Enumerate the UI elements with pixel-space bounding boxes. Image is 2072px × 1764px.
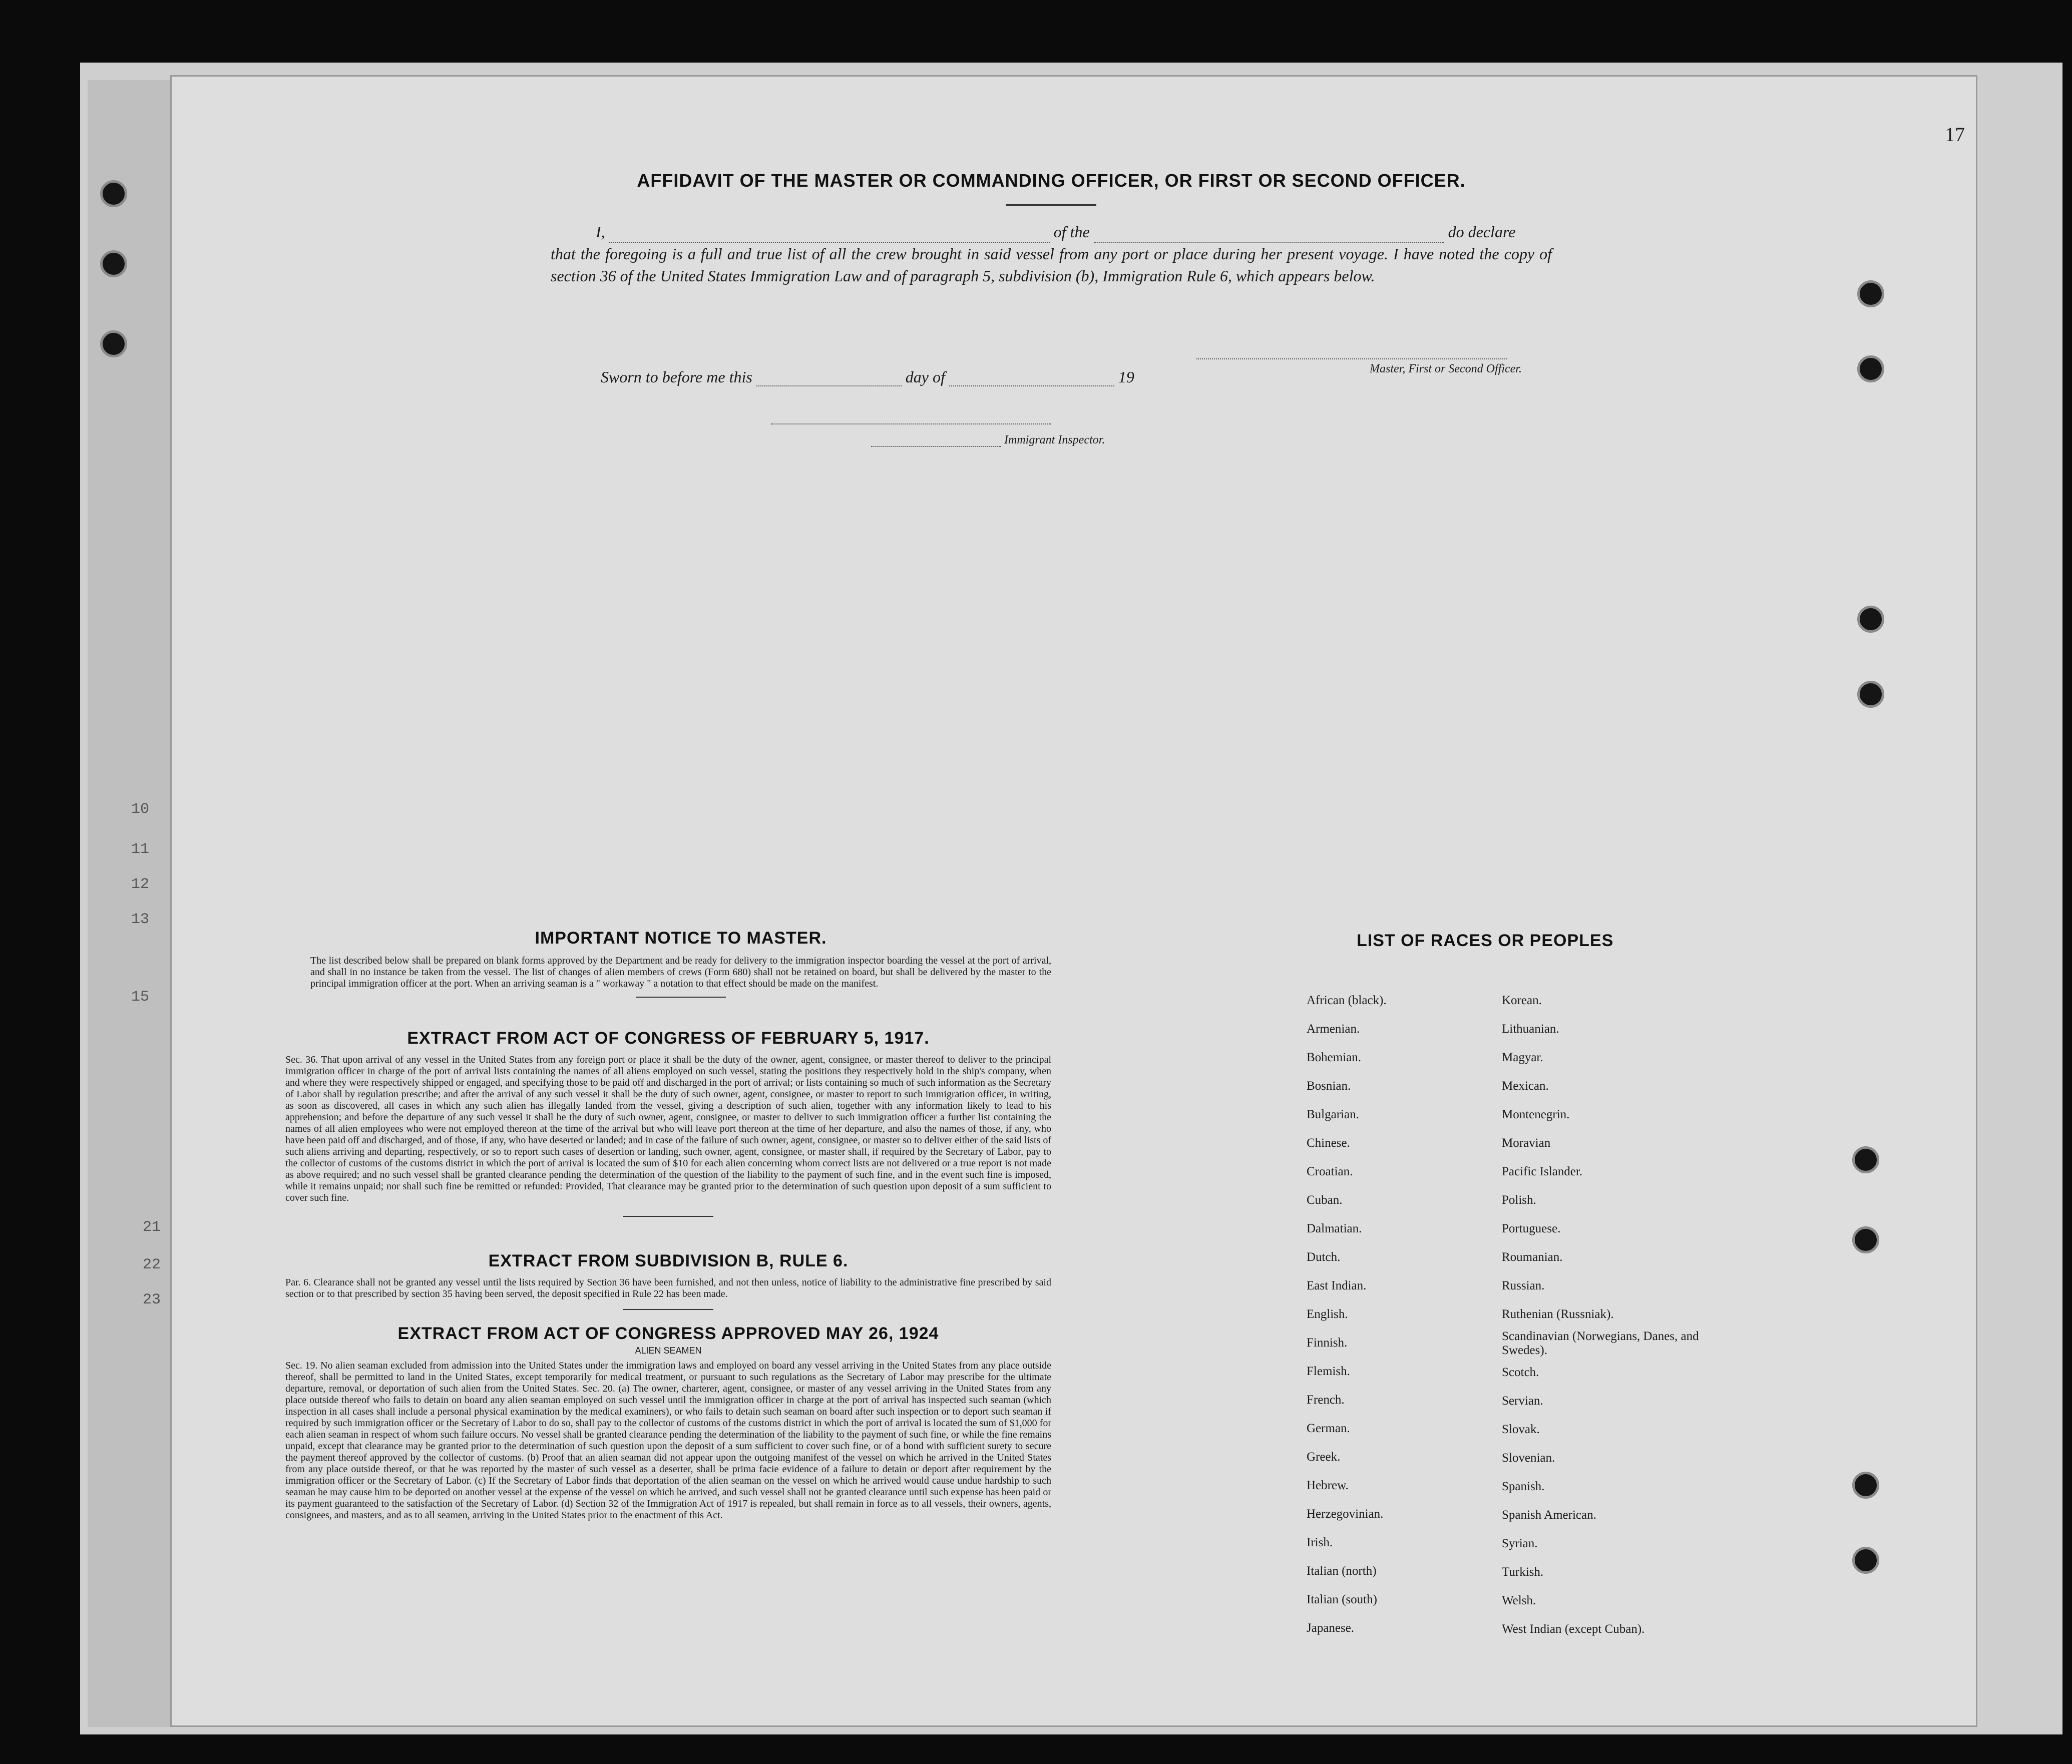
i-label: I, — [596, 223, 605, 241]
inspector-line-1[interactable] — [771, 423, 1051, 424]
extract-rule6-title: EXTRACT FROM SUBDIVISION B, RULE 6. — [488, 1251, 849, 1270]
race-item: Herzegovinian. — [1307, 1507, 1384, 1521]
race-item: Welsh. — [1502, 1594, 1536, 1607]
extract-1924-section — [285, 1324, 1051, 1521]
race-item: Russian. — [1502, 1279, 1545, 1292]
race-item: Italian (north) — [1307, 1564, 1377, 1578]
race-item: Bulgarian. — [1307, 1108, 1359, 1121]
race-item: Cuban. — [1307, 1193, 1343, 1207]
race-item: Armenian. — [1307, 1022, 1360, 1036]
race-item: German. — [1307, 1422, 1350, 1435]
extract-1917-title: EXTRACT FROM ACT OF CONGRESS OF FEBRUARY 5, 1917. — [407, 1029, 930, 1048]
races-title: LIST OF RACES OR PEOPLES — [1357, 931, 1614, 950]
race-item: Korean. — [1502, 994, 1542, 1007]
race-item: French. — [1307, 1393, 1345, 1407]
extract-rule6-body: Par. 6. Clearance shall not be granted any vessel until the lists required by Section 36 have been furnished, and not then unless, notice of liability to the administrative fine prescribed by said section or to that prescribed by section 35 having been served, the deposit specified in Rule 22 has been made. — [285, 1277, 1051, 1299]
day-of-label: day of — [905, 368, 945, 386]
race-item: Hebrew. — [1307, 1479, 1349, 1492]
race-item: Polish. — [1502, 1193, 1536, 1207]
race-item: Spanish. — [1502, 1480, 1545, 1493]
binding-hole — [1852, 1226, 1879, 1253]
binding-hole — [1857, 355, 1884, 382]
race-item: Greek. — [1307, 1450, 1341, 1464]
extract-1917-body: Sec. 36. That upon arrival of any vessel in the United States from any foreign port or place it shall be the duty of the owner, agent, consignee, or master thereof to deliver to the principal immigration officer in charge of the port of arrival lists containing the names of all aliens employed on such vessel, stating the positions they respectively hold in the ship's company, when and where they were respectively shipped or engaged, and specifying those to be paid off and discharged in the port of arrival; or lists containing so much of such information as the Secretary of Labor shall by regulation prescribe; and after the arrival of any such vessel it shall be the duty of such owner, agent, consignee, or master to report to such immigration officer, in writing, as soon as discovered, all cases in which any such alien has illegally landed from the vessel, giving a description of such alien, together with any information likely to lead to his apprehension; and before the departure of any such vessel it shall be the duty of such owner, agent, consignee, or master to deliver to such immigration officer a further list containing the names of all alien employees who were not employed thereon at the time of the arrival but who will leave port thereon at the time of her departure, and also the names of those, if any, who have been paid off and discharged, and of those, if any, who have deserted or landed; and in case of the failure of such owner, agent, consignee, or master so to deliver either of the said lists of such aliens arriving and departing, respectively, or so to report such cases of desertion or landing, such owner, agent, consignee, or master shall, if required by the Secretary of Labor, pay to the collector of customs of the customs district in which the port of arrival is located the sum of $10 for each alien concerning whom correct lists are not delivered or a true report is not made as above required; and no such vessel shall be granted clearance pending the determination of the question of the liability to the payment of such fine, and in the event such fine is imposed, while it remains unpaid; nor shall such fine be remitted or refunded: Provided, That clearance may be granted prior to the determination of such question upon deposit of a sum sufficient to cover such fine. — [285, 1054, 1051, 1203]
race-item: Ruthenian (Russniak). — [1502, 1307, 1614, 1321]
master-signature — [1196, 350, 1522, 376]
master-label: Master, First or Second Officer. — [1370, 362, 1522, 375]
extract-1917-section — [285, 1029, 1051, 1217]
divider — [1006, 204, 1096, 206]
race-item: Dalmatian. — [1307, 1222, 1362, 1235]
race-item: Magyar. — [1502, 1051, 1543, 1064]
affidavit-section — [551, 170, 1552, 287]
binding-hole — [1852, 1472, 1879, 1499]
race-item: English. — [1307, 1307, 1348, 1321]
inspector-field[interactable] — [871, 446, 1001, 447]
sworn-line — [601, 368, 1134, 386]
affidavit-declaration — [551, 221, 1552, 287]
inspector-label: Immigrant Inspector. — [1004, 433, 1105, 447]
extract-1924-body: Sec. 19. No alien seaman excluded from admission into the United States under the immigration laws and employed on board any vessel arriving in the United States from any place outside thereof, shall be permitted to land in the United States, except temporarily for medical treatment, or pursuant to such regulations as the Secretary of Labor may prescribe for the ultimate departure, removal, or deportation of such alien from the United States. Sec. 20. (a) The owner, charterer, agent, consignee, or master of any vessel arriving in the United States from any place outside thereof who fails to detain on board any alien seaman employed on such vessel until the immigration officer in charge at the port of arrival has inspected such seaman (which inspection in all cases shall include a personal physical examination by the medical examiners), or who fails to detain such seaman on board after such inspection or to deport such seaman if required by such immigration officer or the Secretary of Labor to do so, shall pay to the collector of customs of the customs district in which the port of arrival is located the sum of $1,000 for each alien seaman in respect of whom such failure occurs. No vessel shall be granted clearance pending the determination of the liability to the payment of such fine, or while the fine remains unpaid, except that clearance may be granted prior to the determination of such question upon the deposit of a sum sufficient to cover such fine, or of a bond with sufficient surety to secure the payment thereof approved by the collector of customs. (b) Proof that an alien seaman did not appear upon the outgoing manifest of the vessel on which he arrived in the United States from any place outside thereof, or that he was reported by the master of such vessel as a deserter, shall be prima facie evidence of a failure to detain or deport after requirement by the immigration officer or the Secretary of Labor. (c) If the Secretary of Labor finds that deportation of the alien seaman on the vessel on which he arrived would cause undue hardship to such seaman he may cause him to be deported on another vessel at the expense of the vessel on which he arrived, and such vessel shall not be granted clearance until such expense has been paid or its payment guaranteed to the satisfaction of the Secretary of Labor. (d) Section 32 of the Immigration Act of 1917 is repealed, but shall remain in force as to all vessels, their owners, agents, consignees, and masters, and as to all seamen, arriving in the United States prior to the enactment of this Act. — [285, 1360, 1051, 1521]
margin-number: 15 — [131, 989, 150, 1006]
race-item: East Indian. — [1307, 1279, 1367, 1292]
of-the-label: of the — [1053, 223, 1090, 241]
race-item: Chinese. — [1307, 1136, 1350, 1150]
margin-number: 12 — [131, 876, 150, 893]
race-item: African (black). — [1307, 994, 1387, 1007]
notice-section — [310, 929, 1051, 998]
divider — [623, 1216, 713, 1217]
binding-hole — [1857, 280, 1884, 307]
affidavit-title: AFFIDAVIT OF THE MASTER OR COMMANDING OFFICER, OR FIRST OR SECOND OFFICER. — [637, 170, 1466, 191]
race-item: Croatian. — [1307, 1165, 1353, 1178]
race-item: Roumanian. — [1502, 1250, 1563, 1264]
races-left-column — [1307, 986, 1517, 1642]
race-item: Finnish. — [1307, 1336, 1348, 1350]
race-item: Dutch. — [1307, 1250, 1341, 1264]
race-item: Flemish. — [1307, 1365, 1350, 1378]
race-item: Syrian. — [1502, 1537, 1538, 1550]
race-item: Slovenian. — [1502, 1451, 1555, 1465]
race-item: Scotch. — [1502, 1366, 1539, 1379]
sworn-label: Sworn to before me this — [601, 368, 752, 386]
races-section — [1307, 931, 1707, 1636]
binding-hole — [100, 330, 127, 357]
month-field[interactable] — [949, 385, 1114, 386]
race-item: Lithuanian. — [1502, 1022, 1559, 1036]
divider — [636, 997, 726, 998]
race-item: Japanese. — [1307, 1621, 1355, 1635]
extract-1924-subtitle: ALIEN SEAMEN — [635, 1346, 702, 1356]
race-item: Mexican. — [1502, 1079, 1549, 1093]
margin-number: 22 — [143, 1256, 161, 1273]
margin-number: 13 — [131, 911, 150, 928]
binding-hole — [100, 250, 127, 277]
race-item: Spanish American. — [1502, 1508, 1596, 1522]
day-field[interactable] — [756, 385, 902, 386]
race-item: Bohemian. — [1307, 1051, 1362, 1064]
page-number: 17 — [1945, 123, 1965, 146]
master-signature-field[interactable] — [1196, 358, 1507, 359]
race-item: Moravian — [1502, 1136, 1551, 1150]
inspector-signature — [771, 415, 1151, 447]
race-item: Scandinavian (Norwegians, Danes, and Swedes). — [1502, 1330, 1699, 1357]
race-item: West Indian (except Cuban). — [1502, 1622, 1645, 1636]
race-item: Slovak. — [1502, 1423, 1540, 1436]
margin-number: 10 — [131, 801, 150, 818]
margin-number: 11 — [131, 841, 150, 858]
race-item: Pacific Islander. — [1502, 1165, 1583, 1178]
affidavit-body: that the foregoing is a full and true list of all the crew brought in said vessel from any port or place during her present voyage. I have noted the copy of section 36 of the United States Immigration Law and of paragraph 5, subdivision (b), Immigration Rule 6, which appears below. — [551, 245, 1552, 285]
race-item: Portuguese. — [1502, 1222, 1561, 1235]
divider — [623, 1309, 713, 1310]
race-item: Servian. — [1502, 1394, 1543, 1408]
binding-hole — [1857, 606, 1884, 633]
race-item: Italian (south) — [1307, 1593, 1377, 1606]
extract-rule6-section — [285, 1251, 1051, 1310]
extract-1924-title: EXTRACT FROM ACT OF CONGRESS APPROVED MAY 26, 1924 — [397, 1324, 939, 1343]
year-label: 19 — [1118, 368, 1134, 386]
binding-hole — [1852, 1146, 1879, 1173]
do-declare-label: do declare — [1448, 223, 1516, 241]
margin-number: 23 — [143, 1291, 161, 1308]
binding-hole — [1857, 681, 1884, 708]
race-item: Montenegrin. — [1502, 1108, 1570, 1121]
binding-hole — [1852, 1547, 1879, 1574]
races-right-column — [1502, 986, 1712, 1643]
race-item: Bosnian. — [1307, 1079, 1351, 1093]
binding-hole — [100, 180, 127, 207]
margin-number: 21 — [143, 1219, 161, 1236]
notice-title: IMPORTANT NOTICE TO MASTER. — [535, 929, 827, 948]
underlying-page-edge — [88, 80, 170, 1727]
notice-body: The list described below shall be prepared on blank forms approved by the Department and be ready for delivery to the immigration inspector boarding the vessel at the port of arrival, and shall in no instance be taken from the vessel. The list of changes of alien members of crews (Form 680) shall not be retained on board, but shall be delivered by the master to the principal immigration officer at the port. When an arriving seaman is a " workaway " a notation to that effect should be made on the manifest. — [310, 955, 1051, 989]
race-item: Turkish. — [1502, 1565, 1544, 1579]
race-item: Irish. — [1307, 1536, 1333, 1549]
